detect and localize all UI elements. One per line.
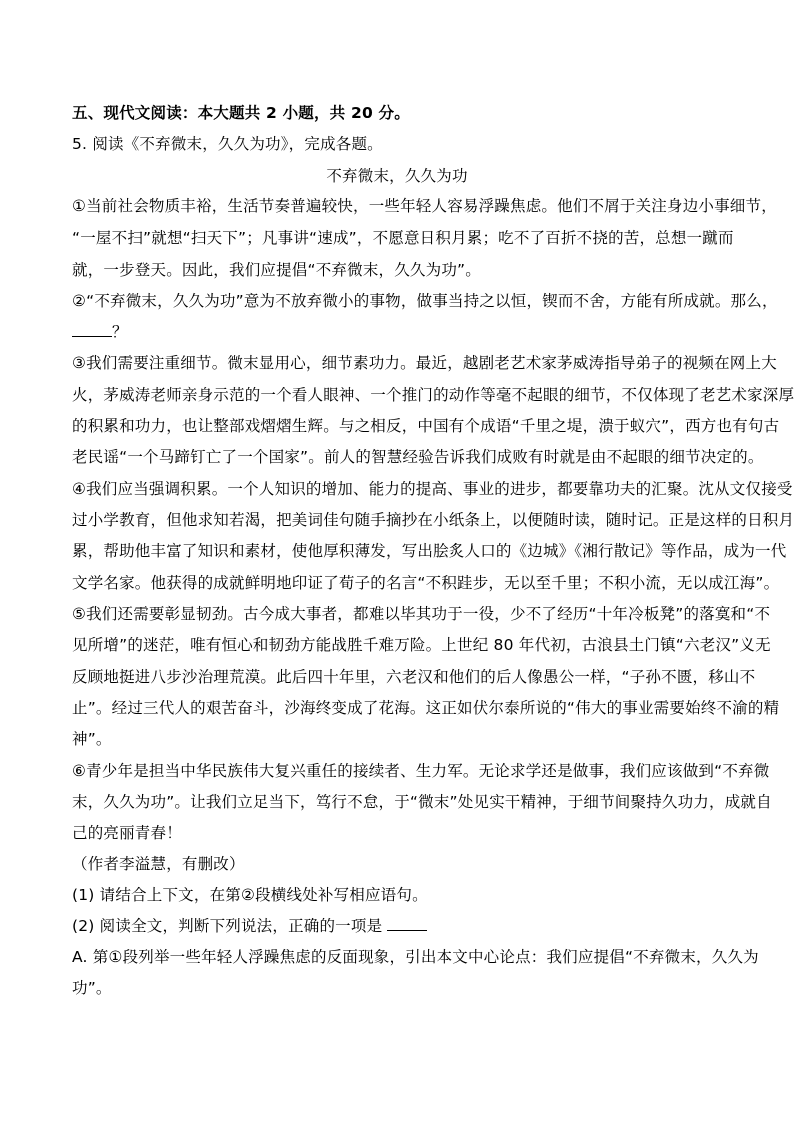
article-title: 不弃微末，久久为功: [326, 167, 468, 185]
section-heading-detail: 本大题共 2 小题，共 20 分。: [197, 104, 410, 122]
article-line: 神”。: [72, 730, 112, 748]
question-intro: 5. 阅读《不弃微末，久久为功》，完成各题。: [72, 135, 383, 153]
article-line: “一屋不扫”就想“扫天下”；凡事讲“速成”，不愿意日积月累；吃不了百折不挠的苦，总想一蹴而: [72, 229, 734, 247]
article-line: 过小学教育，但他求知若渴，把美词佳句随手摘抄在小纸条上，以便随时读，随时记。正是这样的日积月: [72, 511, 794, 529]
answer-blank[interactable]: [72, 322, 112, 337]
article-line: ②“不弃微末，久久为功”意为不放弃微小的事物，做事当持之以恒，锲而不舍，方能有所成就。那么，: [72, 292, 778, 310]
article-line: 老民谣“一个马蹄钉亡了一个国家”。前人的智慧经验告诉我们成败有时就是由不起眼的细节决定的。: [72, 448, 764, 466]
answer-blank[interactable]: [387, 916, 427, 931]
sub-question-1: (1) 请结合上下文，在第②段横线处补写相应语句。: [72, 886, 428, 904]
article-line: ③我们需要注重细节。微末显用心，细节素功力。最近，越剧老艺术家茅威涛指导弟子的视频在网上大: [72, 354, 777, 372]
section-heading: [72, 103, 724, 123]
blank-question-mark: ？: [112, 323, 128, 341]
option-a-line: A. 第①段列举一些年轻人浮躁焦虑的反面现象，引出本文中心论点：我们应提倡“不弃微末，久久为: [72, 948, 759, 966]
article-line: 累，帮助他丰富了知识和素材，使他厚积薄发，写出脍炙人口的《边城》《湘行散记》等作品，成为一代: [72, 542, 787, 560]
article-line: 末，久久为功”。让我们立足当下，笃行不怠，于“微末”处见实干精神，于细节间聚持久功力，成就自: [72, 793, 772, 811]
option-a-line: 功”。: [72, 979, 112, 997]
sub-question-2: [72, 916, 724, 936]
article-line: 反顾地挺进八步沙治理荒漠。此后四十年里，六老汉和他们的后人像愚公一样，“子孙不匮，移山不: [72, 668, 756, 686]
article-line: ⑤我们还需要彰显韧劲。古今成大事者，都难以毕其功于一役，少不了经历“十年冷板凳”的落寞和“不: [72, 605, 771, 623]
article-line: ⑥青少年是担当中华民族伟大复兴重任的接续者、生力军。无论求学还是做事，我们应该做到“不弃微: [72, 762, 770, 780]
article-line: ①当前社会物质丰裕，生活节奏普遍较快，一些年轻人容易浮躁焦虑。他们不屑于关注身边小事细节，: [72, 197, 777, 215]
sub-question-2-text: (2) 阅读全文，判断下列说法，正确的一项是: [72, 917, 383, 935]
article-line: 己的亮丽青春！: [72, 824, 182, 842]
author-note: （作者李溢慧，有删改）: [72, 855, 245, 873]
article-line: 文学名家。他获得的成就鲜明地印证了荀子的名言“不积跬步，无以至千里；不积小流，无以成江海”。: [72, 574, 780, 592]
article-line: ④我们应当强调积累。一个人知识的增加、能力的提高、事业的进步，都要靠功夫的汇聚。沈从文仅接受: [72, 480, 793, 498]
article-line: 止”。经过三代人的艰苦奋斗，沙海终变成了花海。这正如伏尔泰所说的“伟大的事业需要始终不渝的精: [72, 699, 780, 717]
fill-in-blank-line: [72, 322, 724, 342]
section-heading-prefix: 五、现代文阅读：: [72, 104, 198, 122]
article-line: 火，茅威涛老师亲身示范的一个看人眼神、一个推门的动作等毫不起眼的细节，不仅体现了老艺术家深厚: [72, 386, 794, 404]
article-line: 见所增”的迷茫，唯有恒心和韧劲方能战胜千难万险。上世纪 80 年代初，古浪县土门镇“六老汉”义无: [72, 636, 771, 654]
article-line: 就，一步登天。因此，我们应提倡“不弃微末，久久为功”。: [72, 261, 481, 279]
article-line: 的积累和功力，也让整部戏熠熠生辉。与之相反，中国有个成语“千里之堤，溃于蚁穴”，西方也有句古: [72, 417, 780, 435]
